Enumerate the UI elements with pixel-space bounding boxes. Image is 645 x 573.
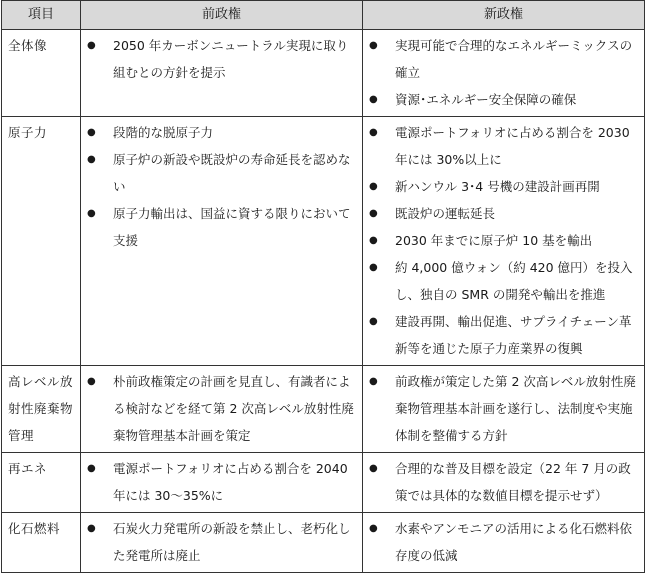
bullet-item: ● 水素やアンモニアの活用による化石燃料依存度の低減 bbox=[367, 515, 640, 569]
new-policy-cell bbox=[363, 513, 645, 573]
bullet-list bbox=[367, 119, 640, 362]
bullet-item: ● 電源ポートフォリオに占める割合を 2040 年には 30～35%に bbox=[85, 455, 358, 509]
bullet-item: ● 2050 年カーボンニュートラル実現に取り組むとの方針を提示 bbox=[85, 32, 358, 86]
table-body bbox=[2, 30, 645, 573]
header-item: 項目 bbox=[2, 1, 81, 30]
previous-policy-cell bbox=[81, 117, 363, 366]
bullet-list bbox=[367, 32, 640, 113]
bullet-item: ● 合理的な普及目標を設定（22 年 7 月の政策では具体的な数値目標を提示せず） bbox=[367, 455, 640, 509]
bullet-item: ● 既設炉の運転延長 bbox=[367, 200, 640, 227]
bullet-list bbox=[85, 32, 358, 86]
new-policy-cell bbox=[363, 453, 645, 513]
bullet-item: ● 実現可能で合理的なエネルギーミックスの確立 bbox=[367, 32, 640, 86]
row-item-label: 化石燃料 bbox=[2, 513, 81, 573]
policy-comparison-table bbox=[1, 0, 645, 573]
previous-policy-cell bbox=[81, 366, 363, 453]
table-row bbox=[2, 117, 645, 366]
bullet-item: ● 電源ポートフォリオに占める割合を 2030 年には 30%以上に bbox=[367, 119, 640, 173]
header-new-administration: 新政権 bbox=[363, 1, 645, 30]
previous-policy-cell bbox=[81, 513, 363, 573]
row-item-label: 高レベル放射性廃棄物管理 bbox=[2, 366, 81, 453]
bullet-item: ● 建設再開、輸出促進、サプライチェーン革新等を通じた原子力産業界の復興 bbox=[367, 308, 640, 362]
header-row bbox=[2, 1, 645, 30]
bullet-item: ● 石炭火力発電所の新設を禁止し、老朽化した発電所は廃止 bbox=[85, 515, 358, 569]
table-row bbox=[2, 366, 645, 453]
previous-policy-cell bbox=[81, 453, 363, 513]
previous-policy-cell bbox=[81, 30, 363, 117]
bullet-list bbox=[85, 119, 358, 254]
bullet-list bbox=[85, 368, 358, 449]
new-policy-cell bbox=[363, 366, 645, 453]
row-item-label: 原子力 bbox=[2, 117, 81, 366]
bullet-list bbox=[367, 455, 640, 509]
table-row bbox=[2, 513, 645, 573]
bullet-list bbox=[85, 455, 358, 509]
bullet-item: ● 資源･エネルギー安全保障の確保 bbox=[367, 86, 640, 113]
header-previous-administration: 前政権 bbox=[81, 1, 363, 30]
bullet-list bbox=[367, 368, 640, 449]
table-row bbox=[2, 453, 645, 513]
row-item-label: 再エネ bbox=[2, 453, 81, 513]
bullet-item: ● 約 4,000 億ウォン（約 420 億円）を投入し、独自の SMR の開発や輸出を推進 bbox=[367, 254, 640, 308]
new-policy-cell bbox=[363, 117, 645, 366]
bullet-item: ● 2030 年までに原子炉 10 基を輸出 bbox=[367, 227, 640, 254]
new-policy-cell bbox=[363, 30, 645, 117]
row-item-label: 全体像 bbox=[2, 30, 81, 117]
bullet-item: ● 前政権が策定した第 2 次高レベル放射性廃棄物管理基本計画を遂行し、法制度や実施体制を整備する方針 bbox=[367, 368, 640, 449]
table-row bbox=[2, 30, 645, 117]
bullet-item: ● 新ハンウル 3･4 号機の建設計画再開 bbox=[367, 173, 640, 200]
bullet-item: ● 原子炉の新設や既設炉の寿命延長を認めない bbox=[85, 146, 358, 200]
bullet-item: ● 朴前政権策定の計画を見直し、有識者による検討などを経て第 2 次高レベル放射性廃棄物管理基本計画を策定 bbox=[85, 368, 358, 449]
bullet-item: ● 段階的な脱原子力 bbox=[85, 119, 358, 146]
bullet-item: ● 原子力輸出は、国益に資する限りにおいて支援 bbox=[85, 200, 358, 254]
